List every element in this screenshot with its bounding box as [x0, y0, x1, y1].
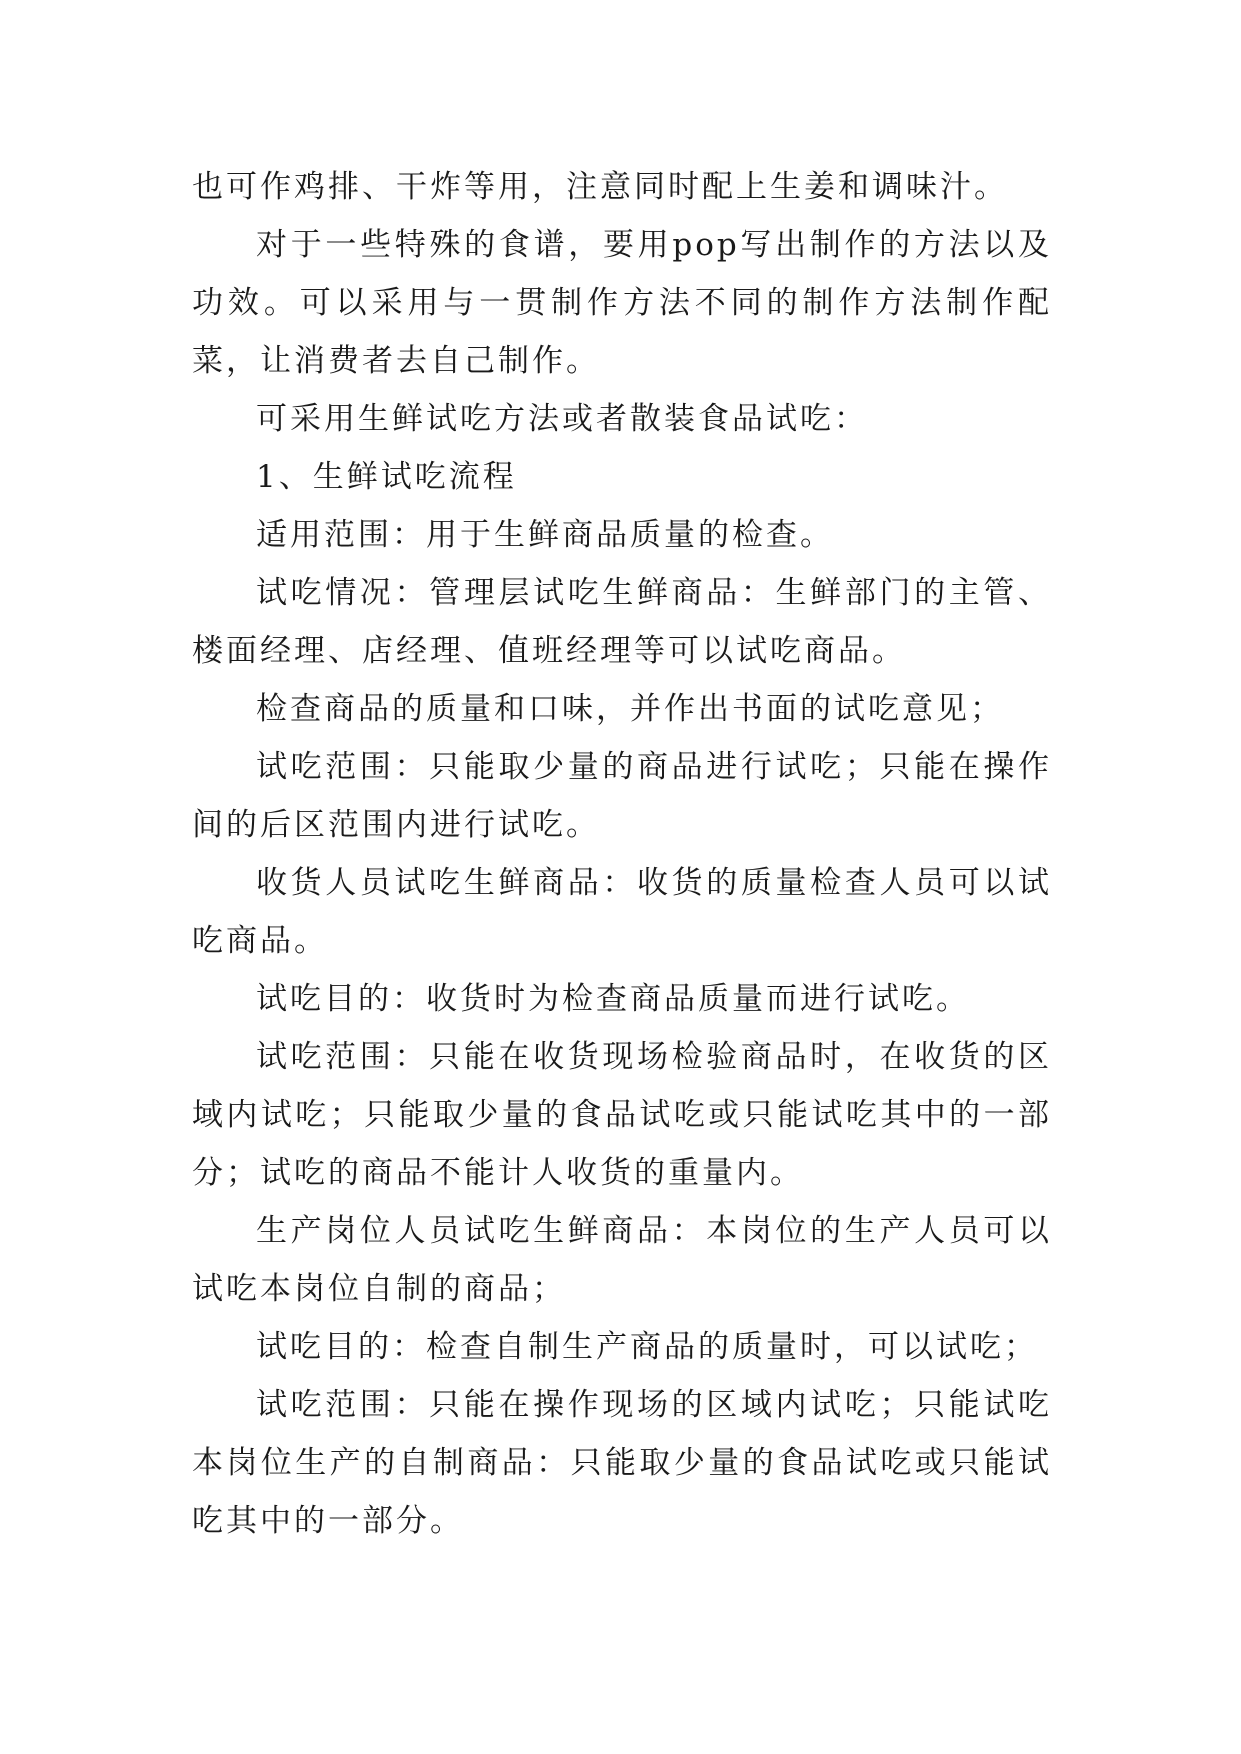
paragraph: 对于一些特殊的食谱，要用pop写出制作的方法以及功效。可以采用与一贯制作方法不同的制作方法制作配菜，让消费者去自己制作。	[192, 227, 1052, 379]
paragraph: 也可作鸡排、干炸等用，注意同时配上生姜和调味汁。	[192, 169, 1008, 205]
document-body	[192, 158, 1052, 1550]
section-heading: 1、生鲜试吃流程	[256, 459, 517, 495]
paragraph: 收货人员试吃生鲜商品：收货的质量检查人员可以试吃商品。	[192, 865, 1052, 959]
paragraph: 可采用生鲜试吃方法或者散装食品试吃：	[256, 401, 868, 437]
paragraph: 检查商品的质量和口味，并作出书面的试吃意见；	[256, 691, 1004, 727]
paragraph: 试吃范围：只能在操作现场的区域内试吃；只能试吃本岗位生产的自制商品：只能取少量的食品试吃或只能试吃其中的一部分。	[192, 1387, 1052, 1539]
paragraph: 试吃情况：管理层试吃生鲜商品：生鲜部门的主管、楼面经理、店经理、值班经理等可以试吃商品。	[192, 575, 1052, 669]
paragraph: 试吃范围：只能在收货现场检验商品时，在收货的区域内试吃；只能取少量的食品试吃或只能试吃其中的一部分；试吃的商品不能计人收货的重量内。	[192, 1039, 1052, 1191]
paragraph: 试吃目的：检查自制生产商品的质量时，可以试吃；	[256, 1329, 1038, 1365]
paragraph: 适用范围：用于生鲜商品质量的检查。	[256, 517, 834, 553]
paragraph: 生产岗位人员试吃生鲜商品：本岗位的生产人员可以试吃本岗位自制的商品；	[192, 1213, 1052, 1307]
paragraph: 试吃范围：只能取少量的商品进行试吃；只能在操作间的后区范围内进行试吃。	[192, 749, 1052, 843]
paragraph: 试吃目的：收货时为检查商品质量而进行试吃。	[256, 981, 970, 1017]
